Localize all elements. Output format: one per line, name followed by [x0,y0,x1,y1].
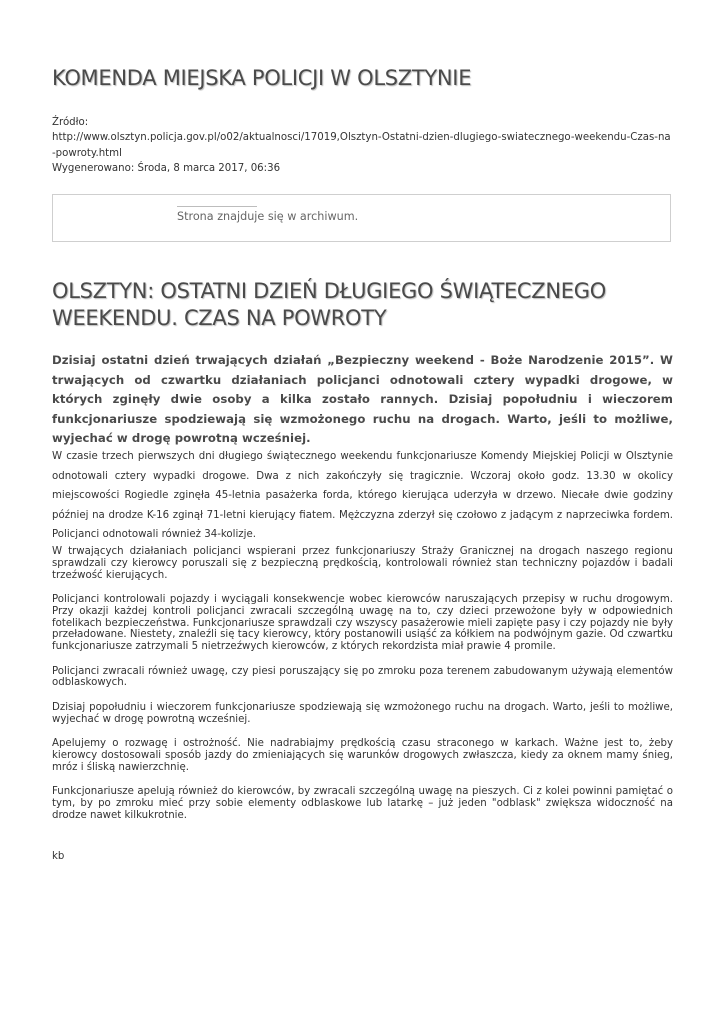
article-paragraph-6: Apelujemy o rozwagę i ostrożność. Nie nadrabiajmy prędkością czasu straconego w karkach. Ważne jest to, żeby kierowcy dostosowali sposób jazdy do zmieniających się warunków drogowych zwłaszcza, kiedy za oknem mamy śnieg, mróz i śliską nawierzchnię. [52,737,673,773]
source-info [52,115,674,177]
archive-notice-box [52,194,671,242]
archive-notice-text: Strona znajduje się w archiwum. [177,210,359,223]
article-paragraph-2: W trwających działaniach policjanci wspierani przez funkcjonariuszy Straży Granicznej na drogach naszego regionu sprawdzali czy kierowcy poruszali się z bezpieczną prędkością, kontrolowali również stan techniczny pojazdów i badali trzeźwość kierujących. [52,546,673,581]
generated-timestamp: Wygenerowano: Środa, 8 marca 2017, 06:36 [52,163,281,175]
article-paragraph-5: Dzisiaj popołudniu i wieczorem funkcjonariusze spodziewają się wzmożonego ruchu na drogach. Warto, jeśli to możliwe, wyjechać w drogę powrotną wcześniej. [52,701,673,725]
source-label: Źródło: [52,117,89,128]
article-body [52,546,673,834]
article-author: kb [52,851,65,862]
article-paragraph-1: W czasie trzech pierwszych dni długiego świątecznego weekendu funkcjonariusze Komendy Miejskiej Policji w Olsztynie odnotowali cztery wypadki drogowe. Dwa z nich zakończyły się tragicznie. Wczoraj około godz. 13.30 w okolicy miejscowości Rogiedle zginęła 45-letnia pasażerka forda, którego kierująca uderzyła w drzewo. Niecałe dwie godziny później na drodze K-16 zginął 71-letni kierujący fiatem. Mężczyzna zderzył się czołowo z jadącym z naprzeciwka fordem. Policjanci odnotowali również 34-kolizje. [52,451,673,540]
archive-divider [177,206,257,207]
site-title: KOMENDA MIEJSKA POLICJI W OLSZTYNIE [52,66,472,90]
article-lead: Dzisiaj ostatni dzień trwających działań „Bezpieczny weekend - Boże Narodzenie 2015”. W trwających od czwartku działaniach policjanci odnotowali cztery wypadki drogowe, w których zginęły dwie osoby a kilka zostało rannych. Dzisiaj popołudniu i wieczorem funkcjonariusze spodziewają się wzmożonego ruchu na drogach. Warto, jeśli to możliwe, wyjechać w drogę powrotną wcześniej. [52,353,673,445]
article-paragraph-4: Policjanci zwracali również uwagę, czy piesi poruszający się po zmroku poza terenem zabudowanym używają elementów odblaskowych. [52,665,673,689]
source-url: http://www.olsztyn.policja.gov.pl/o02/aktualnosci/17019,Olsztyn-Ostatni-dzien-dlugiego-swiatecznego-weekendu-Czas-na-powroty.html [52,132,671,159]
article-paragraph-7: Funkcjonariusze apelują również do kierowców, by zwracali szczególną uwagę na pieszych. Ci z kolei powinni pamiętać o tym, by po zmroku mieć przy sobie elementy odblaskowe lub latarkę – już jeden "odblask" zwiększa widoczność na drodze nawet kilkukrotnie. [52,785,673,821]
article-title: OLSZTYN: OSTATNI DZIEŃ DŁUGIEGO ŚWIĄTECZNEGO WEEKENDU. CZAS NA POWROTY [52,279,606,330]
article-paragraph-3: Policjanci kontrolowali pojazdy i wyciągali konsekwencje wobec kierowców naruszających przepisy w ruchu drogowym. Przy okazji każdej kontroli policjanci zwracali szczególną uwagę na to, czy dzieci przewożone były w odpowiednich fotelikach bezpieczeństwa. Funkcjonariusze sprawdzali czy wszyscy pasażerowie mieli zapięte pasy i czy pojazdy nie były przeładowane. Niestety, znaleźli się tacy kierowcy, który postanowili usiąść za kółkiem na podwójnym gazie. Od czwartku funkcjonariusze zatrzymali 5 nietrzeźwych kierowców, z których rekordzista miał prawie 4 promile. [52,593,673,653]
